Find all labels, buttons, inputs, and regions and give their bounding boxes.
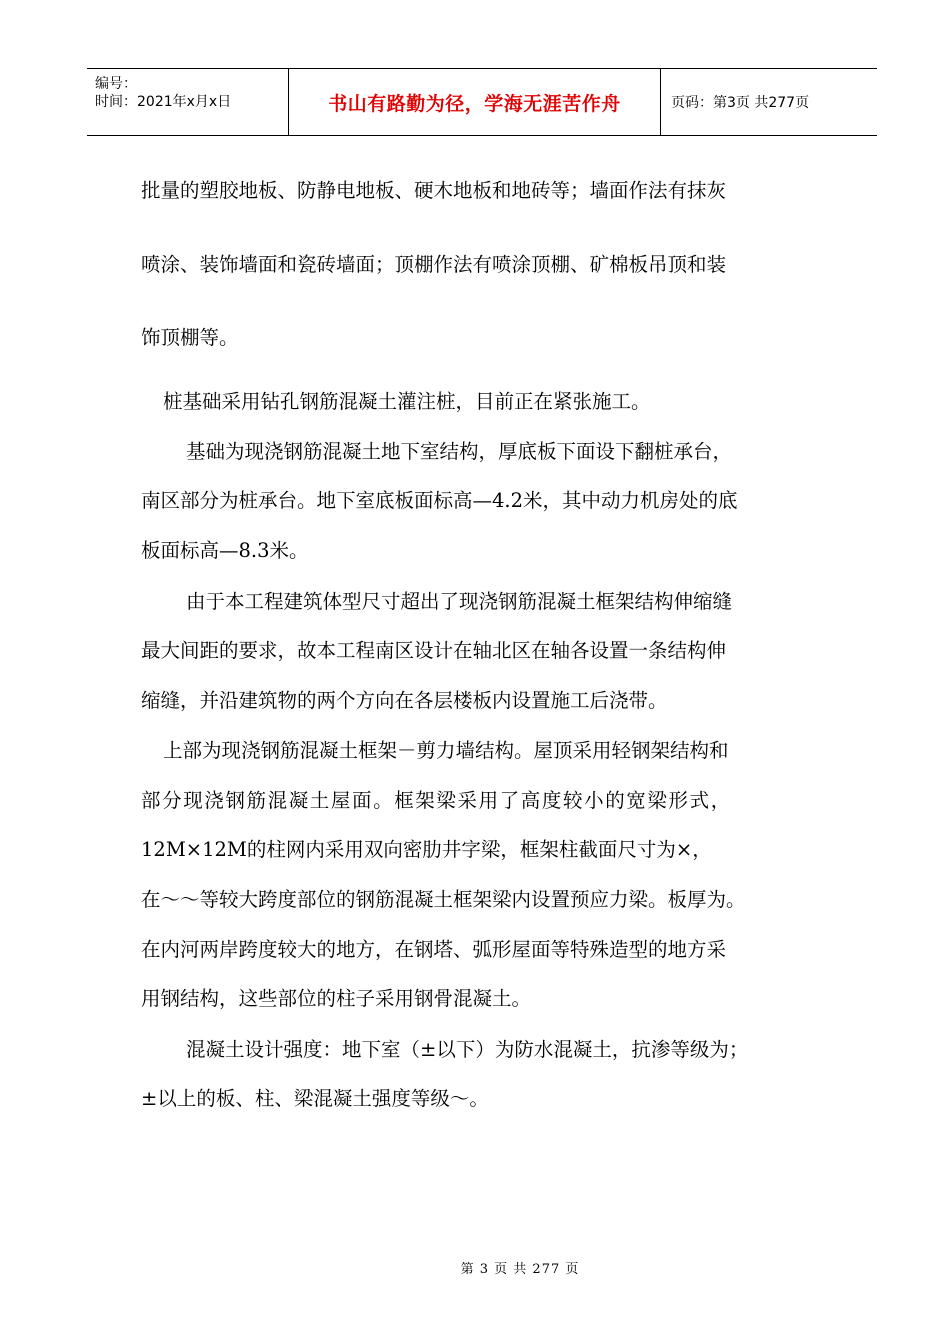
text-line: 最大间距的要求，故本工程南区设计在轴北区在轴各设置一条结构伸: [141, 639, 727, 662]
text-line: 桩基础采用钻孔钢筋混凝土灌注桩，目前正在紧张施工。: [163, 390, 651, 413]
text-line: 南区部分为桩承台。地下室底板面标高—4.2米，其中动力机房处的底: [141, 489, 738, 512]
text-line: 批量的塑胶地板、防静电地板、硬木地板和地砖等；墙面作法有抹灰: [141, 179, 727, 202]
number-label: 编号：: [95, 76, 137, 92]
text-line: 饰顶棚等。: [141, 326, 239, 349]
text-line: 板面标高—8.3米。: [141, 539, 309, 562]
text-line: 上部为现浇钢筋混凝土框架－剪力墙结构。屋顶采用轻钢架结构和: [163, 739, 729, 762]
text-line: ±以上的板、柱、梁混凝土强度等级～。: [141, 1087, 489, 1110]
text-line: 缩缝，并沿建筑物的两个方向在各层楼板内设置施工后浇带。: [141, 689, 668, 712]
text-line: 在～～等较大跨度部位的钢筋混凝土框架梁内设置预应力梁。板厚为。: [141, 888, 746, 911]
text-line: 混凝土设计强度：地下室（±以下）为防水混凝土，抗渗等级为；: [186, 1038, 749, 1061]
text-line: 由于本工程建筑体型尺寸超出了现浇钢筋混凝土框架结构伸缩缝: [186, 590, 733, 613]
page-footer: 第 3 页 共 277 页: [460, 1262, 580, 1277]
text-line: 喷涂、装饰墙面和瓷砖墙面；顶棚作法有喷涂顶棚、矿棉板吊顶和装: [141, 253, 727, 276]
motto: 书山有路勤为径，学海无涯苦作舟: [288, 69, 661, 135]
time-label: 时间：2021年x月x日: [95, 94, 232, 110]
body-text: [141, 0, 841, 1344]
text-line: 在内河两岸跨度较大的地方，在钢塔、弧形屋面等特殊造型的地方采: [141, 938, 727, 961]
text-line: 12M×12M的柱网内采用双向密肋井字梁，框架柱截面尺寸为×，: [141, 838, 712, 861]
text-line: 部分现浇钢筋混凝土屋面。框架梁采用了高度较小的宽梁形式，: [141, 789, 732, 812]
page-info: 页码：第3页 共277页: [671, 95, 810, 111]
text-line: 基础为现浇钢筋混凝土地下室结构，厚底板下面设下翻桩承台，: [186, 440, 733, 463]
text-line: 用钢结构，这些部位的柱子采用钢骨混凝土。: [141, 987, 532, 1010]
